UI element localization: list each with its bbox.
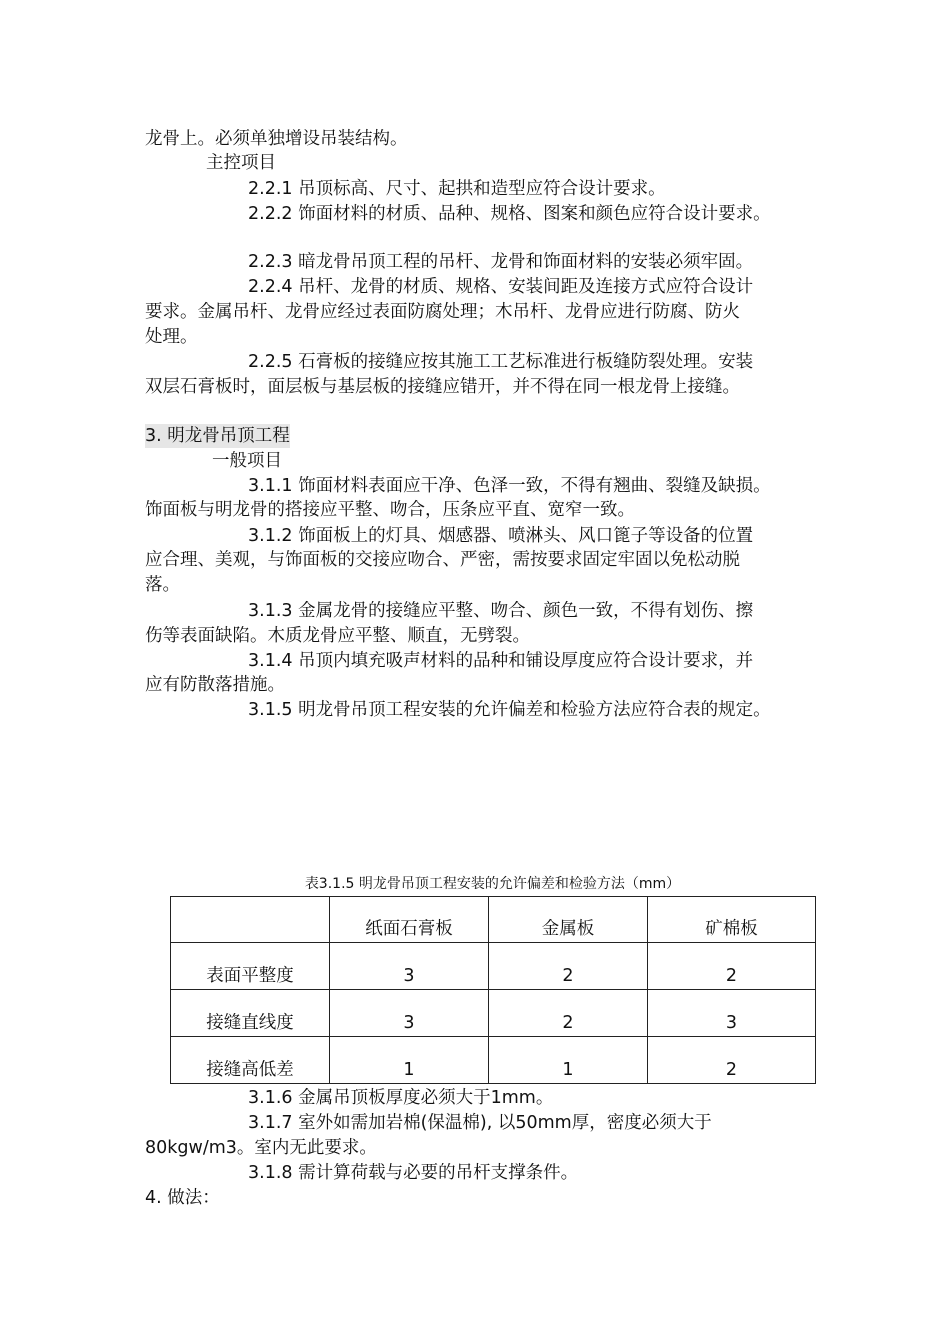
table-row bbox=[171, 943, 816, 990]
table-row-label: 表面平整度 bbox=[171, 943, 330, 990]
clause-2-2-4: 2.2.4 吊杆、龙骨的材质、规格、安装间距及连接方式应符合设计 bbox=[248, 277, 754, 297]
clause-3-1-6: 3.1.6 金属吊顶板厚度必须大于1mm。 bbox=[248, 1088, 554, 1108]
table-cell: 2 bbox=[648, 943, 816, 990]
table-header-cell: 矿棉板 bbox=[648, 897, 816, 943]
clause-3-1-2: 3.1.2 饰面板上的灯具、烟感器、喷淋头、风口篦子等设备的位置 bbox=[248, 526, 754, 546]
paragraph-line: 双层石膏板时，面层板与基层板的接缝应错开，并不得在同一根龙骨上接缝。 bbox=[145, 377, 740, 397]
table-cell: 2 bbox=[489, 990, 648, 1037]
table-header-cell: 金属板 bbox=[489, 897, 648, 943]
paragraph-line: 落。 bbox=[145, 575, 180, 595]
table-header-cell bbox=[171, 897, 330, 943]
clause-3-1-8: 3.1.8 需计算荷载与必要的吊杆支撑条件。 bbox=[248, 1163, 579, 1183]
section-heading-4: 4. 做法： bbox=[145, 1188, 220, 1208]
table-header-row bbox=[171, 897, 816, 943]
table-cell: 3 bbox=[330, 943, 489, 990]
clause-3-1-7: 3.1.7 室外如需加岩棉(保温棉), 以50mm厚，密度必须大于 bbox=[248, 1113, 712, 1133]
table-row-label: 接缝高低差 bbox=[171, 1037, 330, 1084]
table-cell: 2 bbox=[648, 1037, 816, 1084]
paragraph-line: 伤等表面缺陷。木质龙骨应平整、顺直，无劈裂。 bbox=[145, 626, 530, 646]
clause-3-1-3: 3.1.3 金属龙骨的接缝应平整、吻合、颜色一致，不得有划伤、擦 bbox=[248, 601, 754, 621]
section-subheading: 一般项目 bbox=[212, 451, 282, 471]
paragraph-line: 应有防散落措施。 bbox=[145, 675, 285, 695]
table-row bbox=[171, 990, 816, 1037]
clause-2-2-1: 2.2.1 吊顶标高、尺寸、起拱和造型应符合设计要求。 bbox=[248, 179, 666, 199]
table-row bbox=[171, 1037, 816, 1084]
table-cell: 2 bbox=[489, 943, 648, 990]
table-caption: 表3.1.5 明龙骨吊顶工程安装的允许偏差和检验方法（mm） bbox=[304, 876, 681, 892]
clause-2-2-2: 2.2.2 饰面材料的材质、品种、规格、图案和颜色应符合设计要求。 bbox=[248, 204, 771, 224]
clause-3-1-5: 3.1.5 明龙骨吊顶工程安装的允许偏差和检验方法应符合表的规定。 bbox=[248, 700, 771, 720]
paragraph-line: 应合理、美观，与饰面板的交接应吻合、严密，需按要求固定牢固以免松动脱 bbox=[145, 550, 740, 570]
clause-2-2-3: 2.2.3 暗龙骨吊顶工程的吊杆、龙骨和饰面材料的安装必须牢固。 bbox=[248, 252, 754, 272]
table-row-label: 接缝直线度 bbox=[171, 990, 330, 1037]
clause-3-1-1: 3.1.1 饰面材料表面应干净、色泽一致，不得有翘曲、裂缝及缺损。 bbox=[248, 476, 771, 496]
paragraph-line: 饰面板与明龙骨的搭接应平整、吻合，压条应平直、宽窄一致。 bbox=[145, 500, 635, 520]
paragraph-line: 80kgw/m3。室内无此要求。 bbox=[145, 1138, 377, 1158]
table-cell: 1 bbox=[489, 1037, 648, 1084]
paragraph-line: 处理。 bbox=[145, 327, 198, 347]
section-subheading: 主控项目 bbox=[206, 153, 276, 173]
clause-3-1-4: 3.1.4 吊顶内填充吸声材料的品种和铺设厚度应符合设计要求，并 bbox=[248, 651, 754, 671]
paragraph-line: 龙骨上。必须单独增设吊装结构。 bbox=[145, 129, 408, 149]
table-cell: 3 bbox=[330, 990, 489, 1037]
table-header-cell: 纸面石膏板 bbox=[330, 897, 489, 943]
section-heading-3: 3. 明龙骨吊顶工程 bbox=[145, 426, 290, 446]
table-cell: 3 bbox=[648, 990, 816, 1037]
clause-2-2-5: 2.2.5 石膏板的接缝应按其施工工艺标准进行板缝防裂处理。安装 bbox=[248, 352, 754, 372]
paragraph-line: 要求。金属吊杆、龙骨应经过表面防腐处理；木吊杆、龙骨应进行防腐、防火 bbox=[145, 302, 740, 322]
tolerance-table bbox=[170, 896, 816, 1084]
table-cell: 1 bbox=[330, 1037, 489, 1084]
